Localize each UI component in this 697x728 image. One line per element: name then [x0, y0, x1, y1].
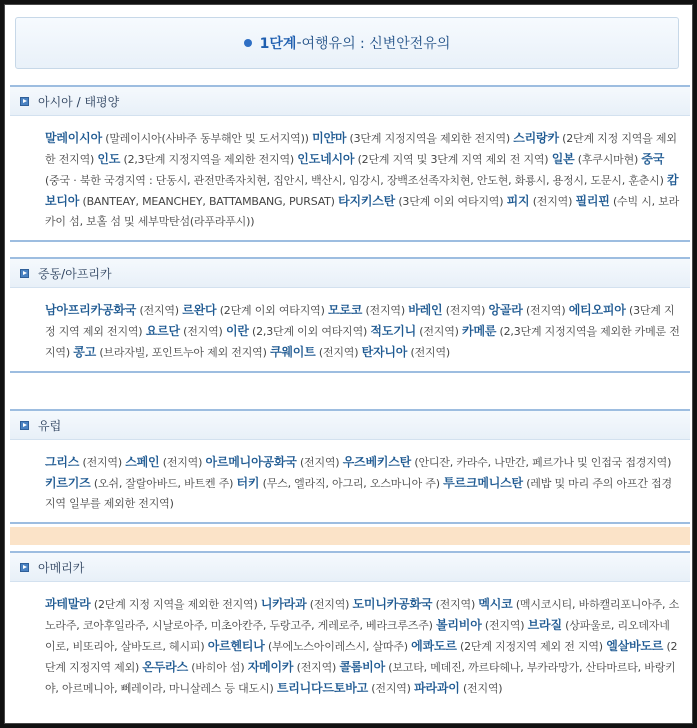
country-note: (3단계 이외 여타지역)	[398, 195, 504, 208]
country-name: 트리니다드토바고	[276, 681, 368, 695]
country-name: 이란	[225, 324, 249, 338]
country-note: (BANTEAY, MEANCHEY, BATTAMBANG, PURSAT)	[82, 195, 335, 208]
page-title	[15, 17, 679, 69]
section-title: 아시아 / 태평양	[38, 94, 120, 109]
country-note: (부에노스아이레스시, 살따주)	[267, 640, 408, 653]
country-name: 온두라스	[142, 660, 188, 674]
country-note: (중국 · 북한 국경지역 : 단동시, 관전만족자치현, 집안시, 백산시, 임강시, 장백조선족자치현, 안도현, 화룡시, 용정시, 도문시, 훈춘시)	[45, 174, 664, 187]
country-name: 캄보디아	[45, 173, 679, 208]
country-note: (전지역)	[162, 456, 203, 469]
section-header	[10, 411, 690, 440]
country-note: (2단계 이외 여타지역)	[219, 304, 325, 317]
country-note: (전지역)	[371, 682, 411, 695]
country-note: (전지역)	[435, 598, 476, 611]
country-note: (말레이시아(사바주 동부해안 및 도서지역))	[105, 132, 309, 145]
country-name: 카메룬	[462, 324, 497, 338]
country-name: 니카라과	[260, 597, 307, 611]
country-name: 모로코	[327, 303, 363, 317]
advisory-panel	[4, 4, 693, 724]
country-name: 과테말라	[45, 597, 91, 611]
country-name: 말레이시아	[45, 131, 102, 145]
country-note: (2,3단계 이외 여타지역)	[252, 325, 368, 338]
country-note: (보고타, 메데진, 까르타헤나, 부카라망가, 산타마르타, 바랑키야, 아르메니아, 뻬레이라, 마니살레스 등 대도시)	[45, 661, 676, 695]
country-note: (멕시코시티, 바하캘리포니아주, 소노라주, 코아후일라주, 시날로아주, 미초아칸주, 두랑고주, 게레로주, 베라크루즈주)	[45, 598, 680, 632]
country-note: (전지역)	[419, 325, 459, 338]
country-name: 중국	[641, 152, 665, 166]
country-name: 자메이카	[247, 660, 294, 674]
country-name: 브라질	[527, 618, 562, 632]
country-note: (전지역)	[445, 304, 486, 317]
section-body	[10, 582, 690, 707]
country-name: 파라과이	[414, 681, 460, 695]
country-note: (2단계 지정 지역을 제외한 전지역)	[93, 598, 258, 611]
country-note: (2,3단계 지정지역을 제외한 카메룬 전 지역)	[45, 325, 680, 359]
section-title: 중동/아프리카	[38, 266, 112, 281]
country-name: 아르메니아공화국	[205, 455, 297, 469]
country-name: 일본	[551, 152, 575, 166]
country-name: 터키	[236, 476, 260, 490]
country-note: (전지역)	[365, 304, 405, 317]
country-name: 탄자니아	[361, 345, 408, 359]
section-americas	[10, 551, 690, 707]
country-name: 콜롬비아	[339, 660, 385, 674]
arrow-right-icon	[20, 97, 29, 106]
country-note: (2단계 지정지역 제외 전 지역)	[460, 640, 603, 653]
country-note: (전지역)	[183, 325, 223, 338]
country-name: 바레인	[408, 303, 443, 317]
section-asia-pacific	[10, 85, 690, 242]
bullet-dot-icon	[244, 39, 252, 47]
country-note: (전지역)	[525, 304, 566, 317]
section-header	[10, 259, 690, 288]
arrow-right-icon	[20, 563, 29, 572]
country-note: (2,3단계 지정지역을 제외한 전지역)	[123, 153, 294, 166]
country-note: (2단계 지정지역 제외)	[45, 640, 678, 674]
country-note: (브라자빌, 포인트누아 제외 전지역)	[99, 346, 267, 359]
country-note: (레밥 및 마리 주의 아프간 접경지역 일부를 제외한 전지역)	[45, 477, 672, 510]
country-note: (안디잔, 카라수, 나만간, 페르가나 및 인접국 접경지역)	[414, 456, 672, 469]
country-note: (전지역)	[318, 346, 359, 359]
country-note: (2단계 지역 및 3단계 지역 제외 전 지역)	[357, 153, 549, 166]
section-body	[10, 288, 690, 371]
country-name: 키르기즈	[45, 476, 91, 490]
country-note: (전지역)	[484, 619, 525, 632]
section-header	[10, 87, 690, 116]
country-note: (전지역)	[309, 598, 350, 611]
country-name: 콩고	[73, 345, 97, 359]
country-note: (전지역)	[462, 682, 503, 695]
country-name: 스리랑카	[513, 131, 559, 145]
country-note: (상파울로, 리오데자네이로, 비또리아, 살바도르, 헤시피)	[45, 619, 670, 653]
country-note: (무스, 엘라직, 아그리, 오스마니아 주)	[262, 477, 440, 490]
title-text: 여행유의 : 신변안전유의	[301, 36, 451, 52]
country-note: (수빅 시, 보라카이 섬, 보홀 섬 및 세부막탄섬(라푸라푸시))	[45, 195, 680, 228]
country-note: (3단계 지정지역을 제외한 전지역)	[349, 132, 510, 145]
country-note: (오쉬, 잘랄아바드, 바트켄 주)	[93, 477, 234, 490]
country-name: 도미니카공화국	[352, 597, 433, 611]
country-note: (3단계 지정 지역 제외 전지역)	[45, 304, 675, 338]
country-name: 에콰도르	[411, 639, 457, 653]
level-label: 1단계	[259, 36, 297, 52]
country-note: (전지역)	[410, 346, 450, 359]
country-name: 르완다	[182, 303, 217, 317]
arrow-right-icon	[20, 421, 29, 430]
country-name: 쿠웨이트	[269, 345, 316, 359]
section-body	[10, 440, 690, 522]
country-name: 그리스	[45, 455, 80, 469]
title-dash: -	[296, 35, 302, 51]
section-europe	[10, 409, 690, 524]
country-name: 적도기니	[370, 324, 416, 338]
section-body	[10, 116, 690, 240]
country-note: (전지역)	[139, 304, 179, 317]
country-name: 앙골라	[488, 303, 523, 317]
country-note: (전지역)	[296, 661, 337, 674]
country-name: 에티오피아	[568, 303, 626, 317]
country-note: (2단계 지정 지역을 제외한 전지역)	[45, 132, 677, 166]
country-name: 요르단	[145, 324, 180, 338]
divider-bar	[10, 527, 690, 545]
country-name: 볼리비아	[436, 618, 482, 632]
section-middle-east-africa	[10, 257, 690, 373]
country-name: 인도	[97, 152, 121, 166]
country-note: (바히아 섬)	[191, 661, 245, 674]
country-name: 투르크메니스탄	[443, 476, 523, 490]
country-name: 필리핀	[575, 194, 610, 208]
country-note: (전지역)	[82, 456, 122, 469]
country-name: 피지	[506, 194, 530, 208]
country-note: (전지역)	[299, 456, 340, 469]
country-note: (전지역)	[532, 195, 573, 208]
country-name: 미얀마	[312, 131, 347, 145]
country-name: 남아프리카공화국	[45, 303, 137, 317]
country-name: 우즈베키스탄	[342, 455, 412, 469]
section-title: 유럽	[38, 418, 62, 433]
country-name: 아르헨티나	[207, 639, 265, 653]
country-name: 스페인	[125, 455, 160, 469]
section-header	[10, 553, 690, 582]
arrow-right-icon	[20, 269, 29, 278]
country-name: 타지키스탄	[338, 194, 396, 208]
section-title: 아메리카	[38, 560, 85, 575]
country-name: 엘살바도르	[606, 639, 664, 653]
country-name: 멕시코	[478, 597, 513, 611]
country-name: 인도네시아	[297, 152, 355, 166]
country-note: (후쿠시마현)	[577, 153, 639, 166]
